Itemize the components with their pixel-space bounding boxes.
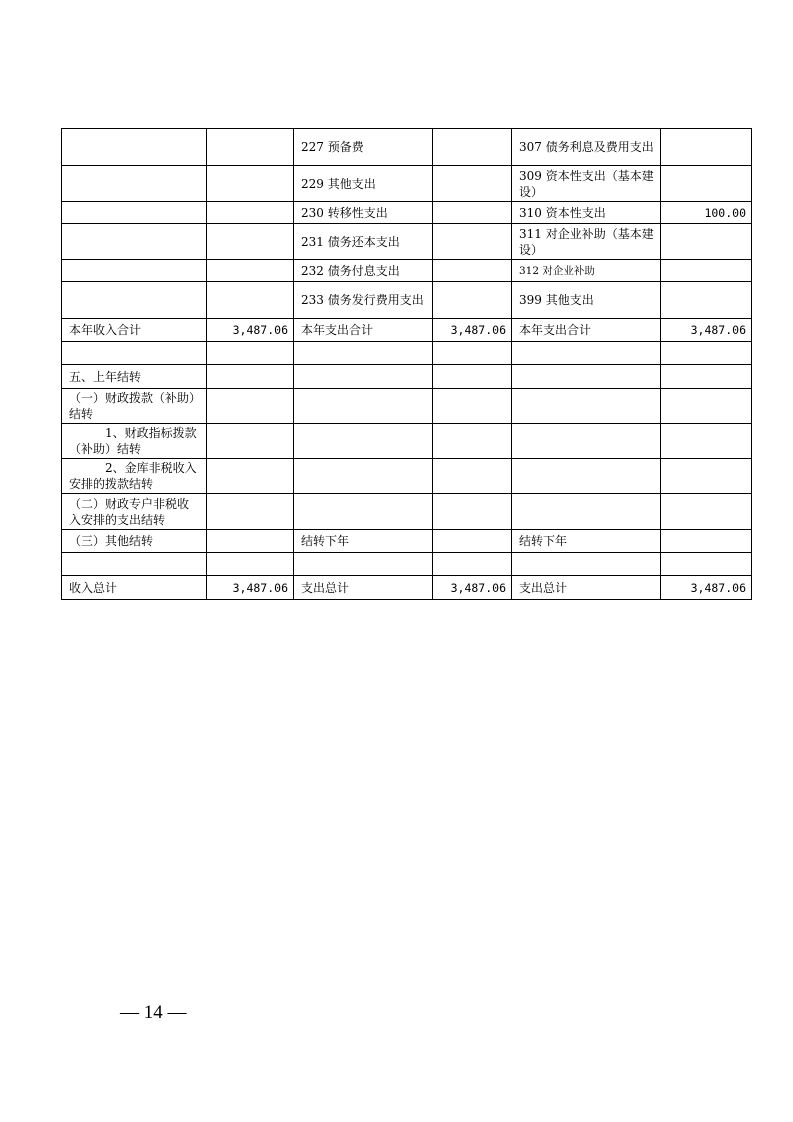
budget-table bbox=[61, 128, 752, 600]
table-cell bbox=[661, 129, 752, 166]
table-row bbox=[62, 365, 752, 389]
table-cell bbox=[62, 282, 207, 319]
table-row bbox=[62, 424, 752, 459]
table-row bbox=[62, 553, 752, 576]
table-cell bbox=[207, 260, 294, 282]
table-cell bbox=[294, 342, 433, 365]
table-row bbox=[62, 459, 752, 494]
table-cell bbox=[661, 530, 752, 553]
table-cell bbox=[661, 389, 752, 424]
table-cell bbox=[661, 342, 752, 365]
table-cell: 312 对企业补助 bbox=[512, 260, 661, 282]
table-cell bbox=[62, 202, 207, 224]
table-cell: 本年支出合计 bbox=[294, 319, 433, 342]
table-cell bbox=[207, 342, 294, 365]
table-cell: 3,487.06 bbox=[207, 319, 294, 342]
table-cell bbox=[433, 260, 512, 282]
table-row bbox=[62, 166, 752, 202]
table-cell: 3,487.06 bbox=[661, 319, 752, 342]
table-cell bbox=[294, 553, 433, 576]
table-row bbox=[62, 530, 752, 553]
table-cell: 收入总计 bbox=[62, 576, 207, 600]
table-cell bbox=[62, 553, 207, 576]
table-row bbox=[62, 319, 752, 342]
table-cell bbox=[661, 260, 752, 282]
table-cell bbox=[512, 342, 661, 365]
table-cell: 3,487.06 bbox=[433, 576, 512, 600]
table-cell bbox=[512, 424, 661, 459]
table-row bbox=[62, 202, 752, 224]
table-cell bbox=[207, 166, 294, 202]
table-cell bbox=[62, 260, 207, 282]
table-cell: 结转下年 bbox=[294, 530, 433, 553]
table-cell bbox=[207, 129, 294, 166]
table-row bbox=[62, 260, 752, 282]
table-cell bbox=[207, 459, 294, 494]
table-cell bbox=[207, 553, 294, 576]
table-cell: 支出总计 bbox=[294, 576, 433, 600]
table-cell: 229 其他支出 bbox=[294, 166, 433, 202]
table-cell bbox=[661, 166, 752, 202]
table-cell bbox=[433, 424, 512, 459]
table-row bbox=[62, 129, 752, 166]
table-cell: 本年收入合计 bbox=[62, 319, 207, 342]
table-cell bbox=[661, 365, 752, 389]
table-cell: 227 预备费 bbox=[294, 129, 433, 166]
table-cell bbox=[433, 365, 512, 389]
table-cell: 1、财政指标拨款（补助）结转 bbox=[62, 424, 207, 459]
table-cell bbox=[433, 342, 512, 365]
table-row bbox=[62, 224, 752, 260]
table-cell: 本年支出合计 bbox=[512, 319, 661, 342]
table-cell bbox=[62, 342, 207, 365]
table-cell bbox=[433, 166, 512, 202]
table-cell: 309 资本性支出（基本建设） bbox=[512, 166, 661, 202]
table-cell bbox=[62, 166, 207, 202]
table-cell: 232 债务付息支出 bbox=[294, 260, 433, 282]
table-cell bbox=[294, 494, 433, 530]
table-row bbox=[62, 494, 752, 530]
table-cell: 结转下年 bbox=[512, 530, 661, 553]
table-cell bbox=[294, 459, 433, 494]
table-cell bbox=[433, 494, 512, 530]
table-cell bbox=[207, 494, 294, 530]
table-cell bbox=[661, 424, 752, 459]
table-cell: 307 债务利息及费用支出 bbox=[512, 129, 661, 166]
table-cell bbox=[207, 424, 294, 459]
table-cell bbox=[512, 553, 661, 576]
table-cell bbox=[512, 365, 661, 389]
table-cell bbox=[661, 494, 752, 530]
table-cell bbox=[433, 530, 512, 553]
table-cell bbox=[512, 459, 661, 494]
table-row bbox=[62, 282, 752, 319]
table-cell: 231 债务还本支出 bbox=[294, 224, 433, 260]
table-cell: （二）财政专户非税收入安排的支出结转 bbox=[62, 494, 207, 530]
table-cell bbox=[207, 224, 294, 260]
table-cell bbox=[433, 459, 512, 494]
table-cell bbox=[433, 224, 512, 260]
table-cell: 311 对企业补助（基本建设） bbox=[512, 224, 661, 260]
table-cell bbox=[207, 530, 294, 553]
page-number: — 14 — bbox=[120, 1002, 187, 1023]
table-cell: 五、上年结转 bbox=[62, 365, 207, 389]
table-cell: 233 债务发行费用支出 bbox=[294, 282, 433, 319]
table-cell bbox=[294, 389, 433, 424]
table-cell bbox=[661, 459, 752, 494]
table-cell bbox=[661, 224, 752, 260]
table-cell bbox=[661, 282, 752, 319]
table-row bbox=[62, 342, 752, 365]
table-cell bbox=[62, 224, 207, 260]
table-cell: 399 其他支出 bbox=[512, 282, 661, 319]
table-cell bbox=[207, 365, 294, 389]
table-cell bbox=[294, 424, 433, 459]
table-cell: 100.00 bbox=[661, 202, 752, 224]
table-row bbox=[62, 576, 752, 600]
table-cell: 2、金库非税收入安排的拨款结转 bbox=[62, 459, 207, 494]
table-cell bbox=[433, 282, 512, 319]
table-cell bbox=[433, 202, 512, 224]
table-cell: 230 转移性支出 bbox=[294, 202, 433, 224]
table-cell bbox=[207, 202, 294, 224]
table-cell bbox=[512, 389, 661, 424]
table-cell: 310 资本性支出 bbox=[512, 202, 661, 224]
table-cell: 3,487.06 bbox=[207, 576, 294, 600]
table-cell: 3,487.06 bbox=[661, 576, 752, 600]
table-cell bbox=[294, 365, 433, 389]
table-cell: 支出总计 bbox=[512, 576, 661, 600]
table-cell bbox=[433, 389, 512, 424]
table-cell: （三）其他结转 bbox=[62, 530, 207, 553]
table-row bbox=[62, 389, 752, 424]
table-cell bbox=[433, 553, 512, 576]
table-cell bbox=[207, 389, 294, 424]
table-cell bbox=[62, 129, 207, 166]
table-cell bbox=[433, 129, 512, 166]
table-cell bbox=[207, 282, 294, 319]
table-cell: （一）财政拨款（补助）结转 bbox=[62, 389, 207, 424]
table-cell bbox=[661, 553, 752, 576]
table-cell bbox=[512, 494, 661, 530]
table-cell: 3,487.06 bbox=[433, 319, 512, 342]
